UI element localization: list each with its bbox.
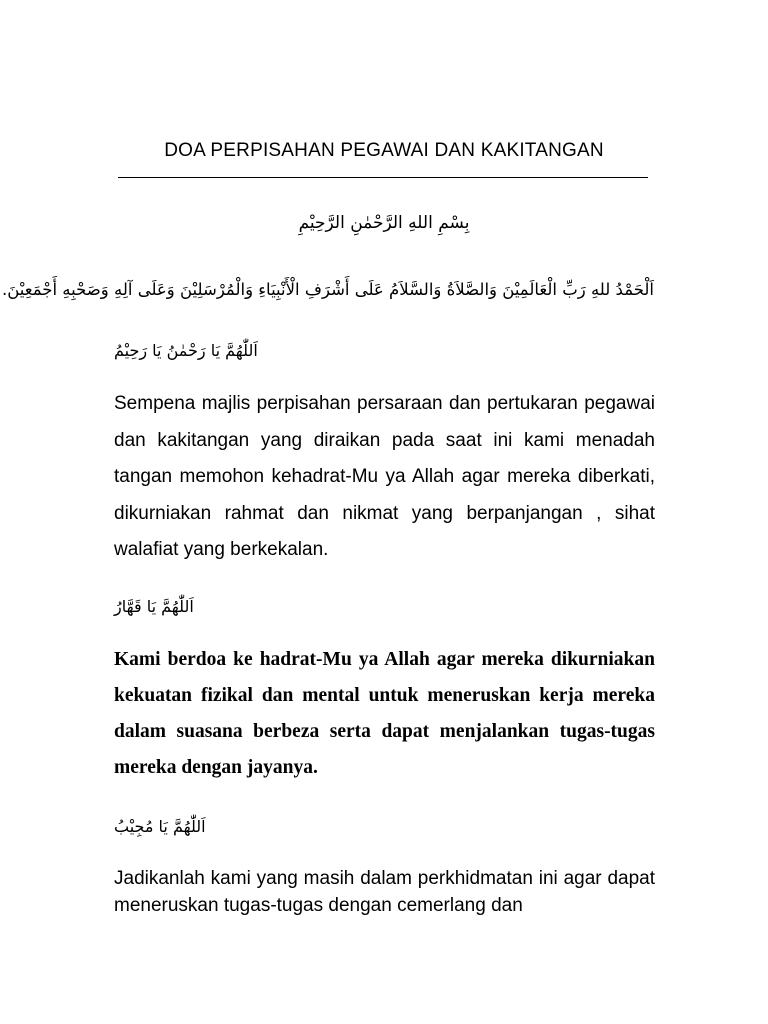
basmalah: بِسْمِ اللهِ الرَّحْمٰنِ الرَّحِيْمِ [298,213,470,233]
title-underline [118,177,648,178]
paragraph-1: Sempena majlis perpisahan persaraan dan pertukaran pegawai dan kakitangan yang diraikan pada saat ini kami menadah tangan memohon kehadrat-Mu ya Allah agar mereka diberkati, dikurniakan rahmat dan nikmat yang berpanjangan , sihat walafiat yang berkekalan. [114,393,655,560]
invocation-3: اَللّٰهُمَّ يَا مُجِيْبُ [114,817,206,836]
opening-praise: اَلْحَمْدُ للهِ رَبِّ الْعَالَمِيْنَ وَالصَّلاَةُ وَالسَّلاَمُ عَلَى أَشْرَفِ الْأَنْبِيَاءِ وَالْمُرْسَلِيْنَ وَعَلَى آلِهِ وَصَحْبِهِ أَجْمَعِيْنَ. [2,280,654,299]
document-title: DOA PERPISAHAN PEGAWAI DAN KAKITANGAN [164,140,604,161]
paragraph-3: Jadikanlah kami yang masih dalam perkhidmatan ini agar dapat meneruskan tugas-tugas dengan cemerlang dan [114,868,655,916]
invocation-1: اَللّٰهُمَّ يَا رَحْمٰنُ يَا رَحِيْمُ [114,341,258,360]
invocation-2: اَللّٰهُمَّ يَا قَهَّارُ [114,597,194,616]
paragraph-2: Kami berdoa ke hadrat-Mu ya Allah agar mereka dikurniakan kekuatan fizikal dan mental untuk meneruskan kerja mereka dalam suasana berbeza serta dapat menjalankan tugas-tugas mereka dengan jayanya. [114,649,655,778]
